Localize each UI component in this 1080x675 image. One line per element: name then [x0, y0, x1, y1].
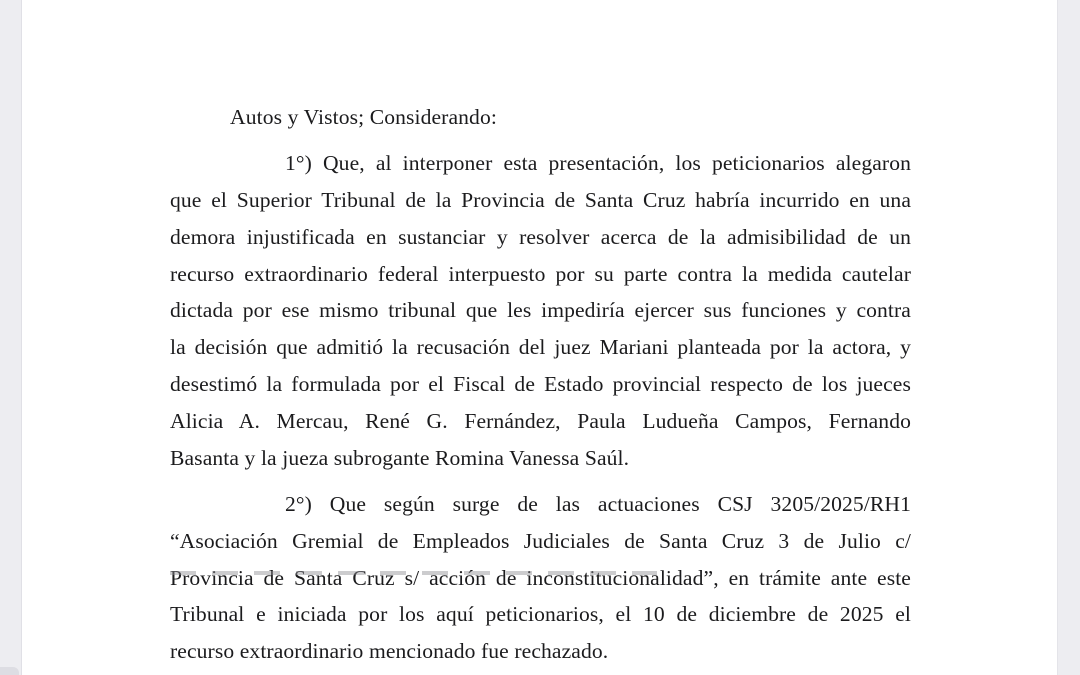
document-line: Tribunal e iniciada por los aquí peticionarios, el 10 de diciembre de 2025 el [170, 602, 911, 627]
document-line: Provincia de Santa Cruz s/ acción de inconstitucionalidad”, en trámite ante este [170, 565, 911, 590]
document-line: demora injustificada en sustanciar y resolver acerca de la admisibilidad de un [170, 224, 911, 249]
viewer-right-gutter [1057, 0, 1080, 675]
document-line: la decisión que admitió la recusación del juez Mariani planteada por la actora, y [170, 335, 911, 360]
document-line: 1°) Que, al interponer esta presentación, los peticionarios alegaron [285, 151, 911, 176]
document-line: recurso extraordinario federal interpuesto por su parte contra la medida cautelar [170, 261, 911, 286]
document-line: que el Superior Tribunal de la Provincia de Santa Cruz habría incurrido en una [170, 188, 911, 213]
paragraph-1 [170, 145, 911, 476]
viewer-left-gutter [0, 0, 22, 675]
document-line: Basanta y la jueza subrogante Romina Vanessa Saúl. [170, 445, 630, 470]
document-line: Alicia A. Mercau, René G. Fernández, Paula Ludueña Campos, Fernando [170, 408, 911, 433]
scroll-indicator-nub [0, 667, 19, 675]
document-line: “Asociación Gremial de Empleados Judiciales de Santa Cruz 3 de Julio c/ [170, 528, 911, 553]
clipped-next-text-line [170, 571, 657, 575]
document-line: 2°) Que según surge de las actuaciones CSJ 3205/2025/RH1 [285, 491, 911, 516]
document-page [22, 0, 1057, 675]
paragraph-2 [170, 486, 911, 670]
document-line: desestimó la formulada por el Fiscal de Estado provincial respecto de los jueces [170, 372, 911, 397]
document-heading: Autos y Vistos; Considerando: [230, 105, 497, 129]
document-line: recurso extraordinario mencionado fue rechazado. [170, 639, 609, 664]
document-line: dictada por ese mismo tribunal que les impediría ejercer sus funciones y contra [170, 298, 911, 323]
document-text-block [170, 99, 911, 670]
